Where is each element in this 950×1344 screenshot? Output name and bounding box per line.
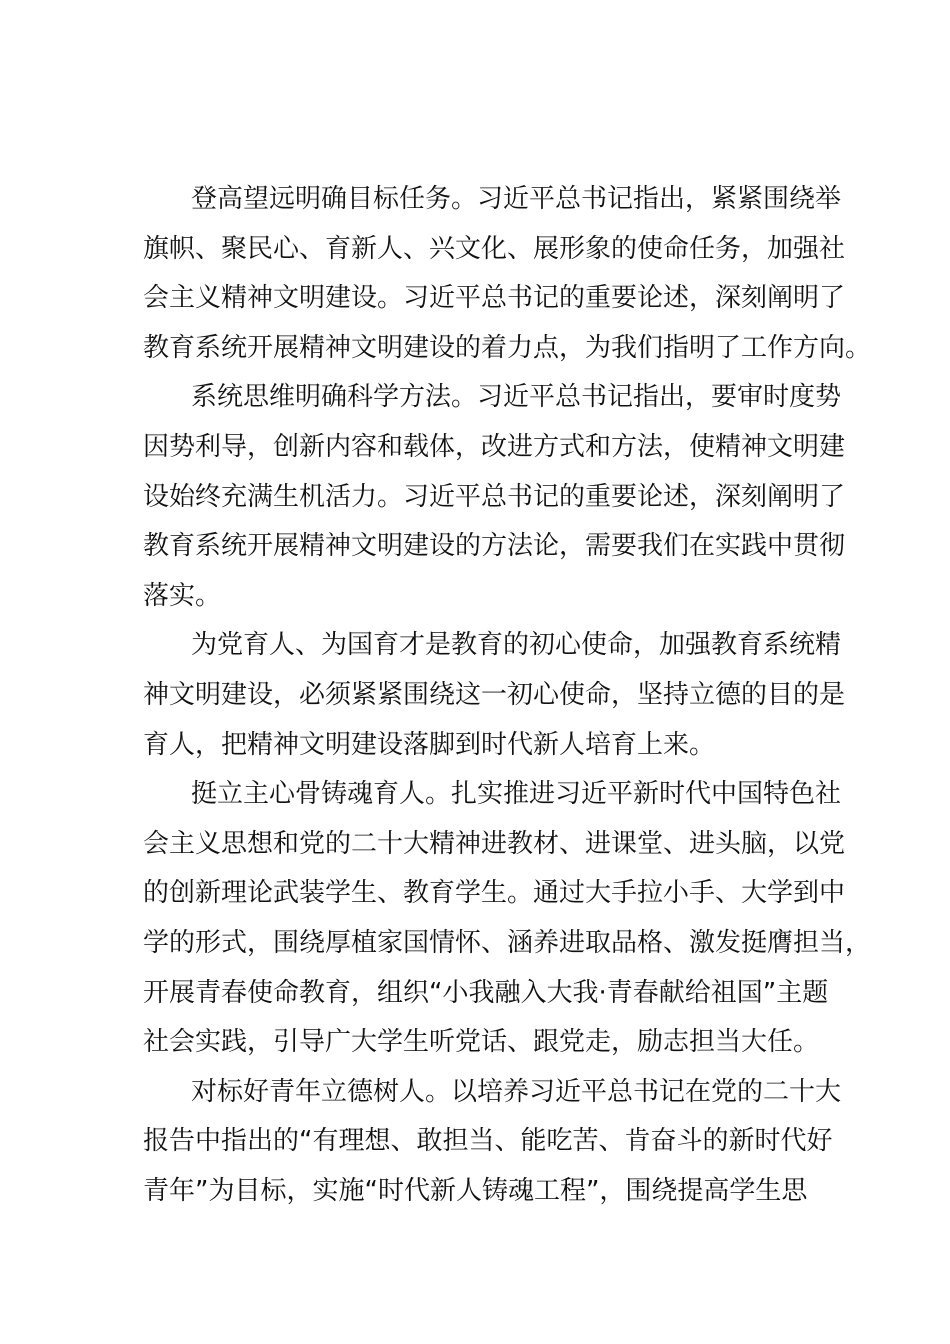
text-line: 神文明建设，必须紧紧围绕这一初心使命，坚持立德的目的是 xyxy=(143,679,846,710)
text-line: 开展青春使命教育，组织“小我融入大我·青春献给祖国”主题 xyxy=(143,977,829,1008)
text-line: 会主义精神文明建设。习近平总书记的重要论述，深刻阐明了 xyxy=(143,283,846,314)
text-line: 旗帜、聚民心、育新人、兴文化、展形象的使命任务，加强社 xyxy=(143,233,846,264)
document-body xyxy=(143,175,872,1216)
text-line: 挺立主心骨铸魂育人。扎实推进习近平新时代中国特色社 xyxy=(191,779,842,810)
text-line: 对标好青年立德树人。以培养习近平总书记在党的二十大 xyxy=(191,1076,842,1107)
paragraph xyxy=(143,1068,842,1217)
text-line: 教育系统开展精神文明建设的方法论，需要我们在实践中贯彻 xyxy=(143,531,846,562)
text-line: 青年”为目标，实施“时代新人铸魂工程”，围绕提高学生思 xyxy=(143,1175,808,1206)
text-line: 育人，把精神文明建设落脚到时代新人培育上来。 xyxy=(143,729,716,760)
text-line: 报告中指出的“有理想、敢担当、能吃苦、肯奋斗的新时代好 xyxy=(143,1126,833,1157)
text-line: 学的形式，围绕厚植家国情怀、涵养进取品格、激发挺膺担当， xyxy=(143,927,872,958)
paragraph xyxy=(143,373,846,621)
text-line: 系统思维明确科学方法。习近平总书记指出，要审时度势 xyxy=(191,382,842,413)
paragraph xyxy=(143,770,872,1068)
text-line: 的创新理论武装学生、教育学生。通过大手拉小手、大学到中 xyxy=(143,878,846,909)
text-line: 设始终充满生机活力。习近平总书记的重要论述，深刻阐明了 xyxy=(143,481,846,512)
paragraph xyxy=(143,621,846,770)
text-line: 因势利导，创新内容和载体，改进方式和方法，使精神文明建 xyxy=(143,431,846,462)
text-line: 会主义思想和党的二十大精神进教材、进课堂、进头脑，以党 xyxy=(143,828,846,859)
text-line: 教育系统开展精神文明建设的着力点，为我们指明了工作方向。 xyxy=(143,332,872,363)
text-line: 社会实践，引导广大学生听党话、跟党走，励志担当大任。 xyxy=(143,1027,820,1058)
paragraph xyxy=(143,175,872,373)
text-line: 落实。 xyxy=(143,580,222,611)
text-line: 为党育人、为国育才是教育的初心使命，加强教育系统精 xyxy=(191,630,842,661)
text-line: 登高望远明确目标任务。习近平总书记指出，紧紧围绕举 xyxy=(191,184,842,214)
